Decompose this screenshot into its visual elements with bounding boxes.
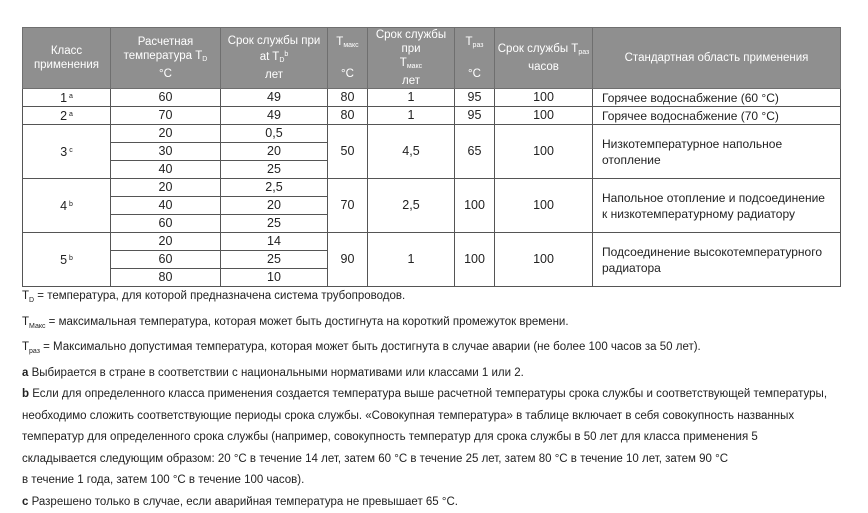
col-header-design-temp-line2: температура T	[124, 50, 203, 62]
class-footnote-mark: c	[69, 147, 73, 154]
service-life-cell: 10	[221, 269, 328, 287]
application-cell: Горячее водоснабжение (70 °C)	[593, 107, 841, 125]
col-header-design-temp-unit: °C	[159, 68, 172, 80]
col-header-application	[593, 28, 841, 89]
class-cell	[23, 125, 111, 179]
col-header-tmal-life-unit: часов	[528, 61, 559, 73]
note-b-line2: необходимо сложить соответствующие периоды срока службы. «Совокупная температура» в таблице включает в себя совокупность названных	[22, 406, 852, 428]
note-b-line1	[22, 384, 852, 406]
service-life-cell: 0,5	[221, 125, 328, 143]
tmal-life-cell: 100	[495, 107, 593, 125]
note-td	[22, 286, 852, 312]
tmal-cell: 65	[455, 125, 495, 179]
col-header-tmal-life-sub: раз	[578, 49, 589, 56]
class-label: 3	[60, 145, 67, 159]
service-life-cell: 49	[221, 107, 328, 125]
service-life-cell: 2,5	[221, 179, 328, 197]
note-a-mark: a	[22, 367, 28, 379]
tmax-life-cell: 1	[368, 107, 455, 125]
col-header-service-life-sub: D	[279, 57, 284, 64]
tmax-life-cell: 2,5	[368, 179, 455, 233]
note-c-text: Разрешено только в случае, если аварийная температура не превышает 65 °C.	[28, 496, 458, 508]
application-line2: радиатора	[602, 261, 661, 275]
col-header-tmax-life-sub: макс	[407, 63, 422, 70]
class-cell	[23, 179, 111, 233]
class-cell	[23, 89, 111, 107]
col-header-design-temp-sub: D	[202, 56, 207, 63]
note-a	[22, 363, 852, 385]
col-header-tmal-sub: раз	[473, 42, 484, 49]
tmax-cell: 90	[328, 233, 368, 287]
application-cell: Горячее водоснабжение (60 °C)	[593, 89, 841, 107]
note-tmax-text: = максимальная температура, которая может быть достигнута на короткий промежуток времени.	[45, 316, 568, 328]
tmal-life-cell: 100	[495, 125, 593, 179]
application-line1: Подсоединение высокотемпературного	[602, 245, 822, 259]
tmax-life-cell: 1	[368, 233, 455, 287]
design-temp-cell: 20	[111, 179, 221, 197]
table-row-class-1	[23, 89, 841, 107]
note-tmax	[22, 312, 852, 338]
note-tmal-text: = Максимально допустимая температура, которая может быть достигнута в случае аварии (не более 100 часов за 50 лет).	[40, 341, 701, 353]
tmal-life-cell: 100	[495, 89, 593, 107]
note-tmax-sub: Макс	[29, 323, 45, 330]
class-label: 5	[60, 253, 67, 267]
col-header-tmal-unit: °C	[468, 68, 481, 80]
design-temp-cell: 20	[111, 125, 221, 143]
col-header-tmax-life-unit: лет	[402, 75, 420, 87]
tmal-cell: 95	[455, 89, 495, 107]
note-b-line4: складывается следующим образом: 20 °C в течение 14 лет, затем 60 °C в течение 25 лет, затем 80 °C в течение 10 лет, затем 90 °C	[22, 449, 852, 471]
class-label: 4	[60, 199, 67, 213]
note-b-text1: Если для определенного класса применения создается температура выше расчетной температуры срока службы и соответствующей температуры,	[29, 388, 827, 400]
col-header-service-life	[221, 28, 328, 89]
design-temp-cell: 60	[111, 215, 221, 233]
class-footnote-mark: a	[69, 111, 73, 118]
design-temp-cell: 40	[111, 161, 221, 179]
application-line2: к низкотемпературному радиатору	[602, 207, 795, 221]
class-footnote-mark: b	[69, 255, 73, 262]
service-life-cell: 25	[221, 161, 328, 179]
col-header-tmax-t: T	[336, 36, 343, 48]
application-line1: Напольное отопление и подсоединение	[602, 191, 825, 205]
note-tmal-symbol: T	[22, 341, 29, 353]
table-row-class-3	[23, 125, 841, 143]
design-temp-cell: 60	[111, 89, 221, 107]
col-header-tmax-life-t: T	[400, 57, 407, 69]
tmax-cell: 50	[328, 125, 368, 179]
tmax-life-cell: 4,5	[368, 125, 455, 179]
service-life-cell: 20	[221, 143, 328, 161]
application-line1: Низкотемпературное напольное	[602, 137, 782, 151]
design-temp-cell: 80	[111, 269, 221, 287]
design-temp-cell: 60	[111, 251, 221, 269]
col-header-service-life-sup: b	[284, 51, 288, 58]
note-td-text: = температура, для которой предназначена система трубопроводов.	[34, 290, 405, 302]
design-temp-cell: 30	[111, 143, 221, 161]
class-footnote-mark: b	[69, 201, 73, 208]
note-td-symbol: T	[22, 290, 29, 302]
class-label: 2	[60, 109, 67, 123]
col-header-application-label: Стандартная область применения	[625, 52, 809, 64]
col-header-service-life-line2: at T	[260, 51, 280, 63]
col-header-service-life-line1: Срок службы при	[228, 35, 321, 47]
tmax-cell: 80	[328, 107, 368, 125]
note-b-line5: в течение 1 года, затем 100 °C в течение 100 часов).	[22, 470, 852, 492]
col-header-tmax-sub: макс	[343, 42, 358, 49]
tmal-cell: 100	[455, 179, 495, 233]
class-footnote-mark: a	[69, 93, 73, 100]
application-classes-table	[22, 27, 841, 287]
note-tmal-sub: раз	[29, 348, 40, 355]
service-life-cell: 25	[221, 215, 328, 233]
application-cell	[593, 125, 841, 179]
service-life-cell: 14	[221, 233, 328, 251]
tmal-cell: 100	[455, 233, 495, 287]
table-row-class-5	[23, 233, 841, 251]
tmal-life-cell: 100	[495, 179, 593, 233]
table-notes	[22, 286, 852, 513]
design-temp-cell: 40	[111, 197, 221, 215]
note-td-sub: D	[29, 297, 34, 304]
note-tmax-symbol: T	[22, 316, 29, 328]
tmax-cell: 80	[328, 89, 368, 107]
tmax-life-cell: 1	[368, 89, 455, 107]
class-label: 1	[60, 91, 67, 105]
class-cell	[23, 233, 111, 287]
note-c-mark: c	[22, 496, 28, 508]
col-header-tmal-t: T	[466, 36, 473, 48]
col-header-tmal-life	[495, 28, 593, 89]
table-row-class-2	[23, 107, 841, 125]
col-header-service-life-unit: лет	[265, 69, 283, 81]
note-b-line3: температур для определенного срока службы (например, совокупность температур для срока службы в 50 лет для класса применения 5	[22, 427, 852, 449]
col-header-class-line2: применения	[34, 59, 99, 71]
col-header-tmax-life	[368, 28, 455, 89]
tmal-cell: 95	[455, 107, 495, 125]
note-b-mark: b	[22, 388, 29, 400]
col-header-class	[23, 28, 111, 89]
design-temp-cell: 20	[111, 233, 221, 251]
service-life-cell: 25	[221, 251, 328, 269]
class-cell	[23, 107, 111, 125]
tmal-life-cell: 100	[495, 233, 593, 287]
note-c	[22, 492, 852, 513]
design-temp-cell: 70	[111, 107, 221, 125]
col-header-tmal-life-line1: Срок службы T	[498, 43, 579, 55]
note-a-text: Выбирается в стране в соответствии с национальными нормативами или классами 1 или 2.	[28, 367, 523, 379]
col-header-tmal	[455, 28, 495, 89]
application-cell	[593, 233, 841, 287]
service-life-cell: 20	[221, 197, 328, 215]
tmax-cell: 70	[328, 179, 368, 233]
table-header-row	[23, 28, 841, 89]
col-header-design-temp	[111, 28, 221, 89]
application-cell	[593, 179, 841, 233]
col-header-design-temp-line1: Расчетная	[138, 36, 194, 48]
table-row-class-4	[23, 179, 841, 197]
service-life-cell: 49	[221, 89, 328, 107]
application-line2: отопление	[602, 153, 661, 167]
col-header-tmax-life-line1: Срок службы при	[376, 29, 446, 55]
note-tmal	[22, 337, 852, 363]
col-header-tmax	[328, 28, 368, 89]
col-header-tmax-unit: °C	[341, 68, 354, 80]
col-header-class-line1: Класс	[51, 45, 82, 57]
